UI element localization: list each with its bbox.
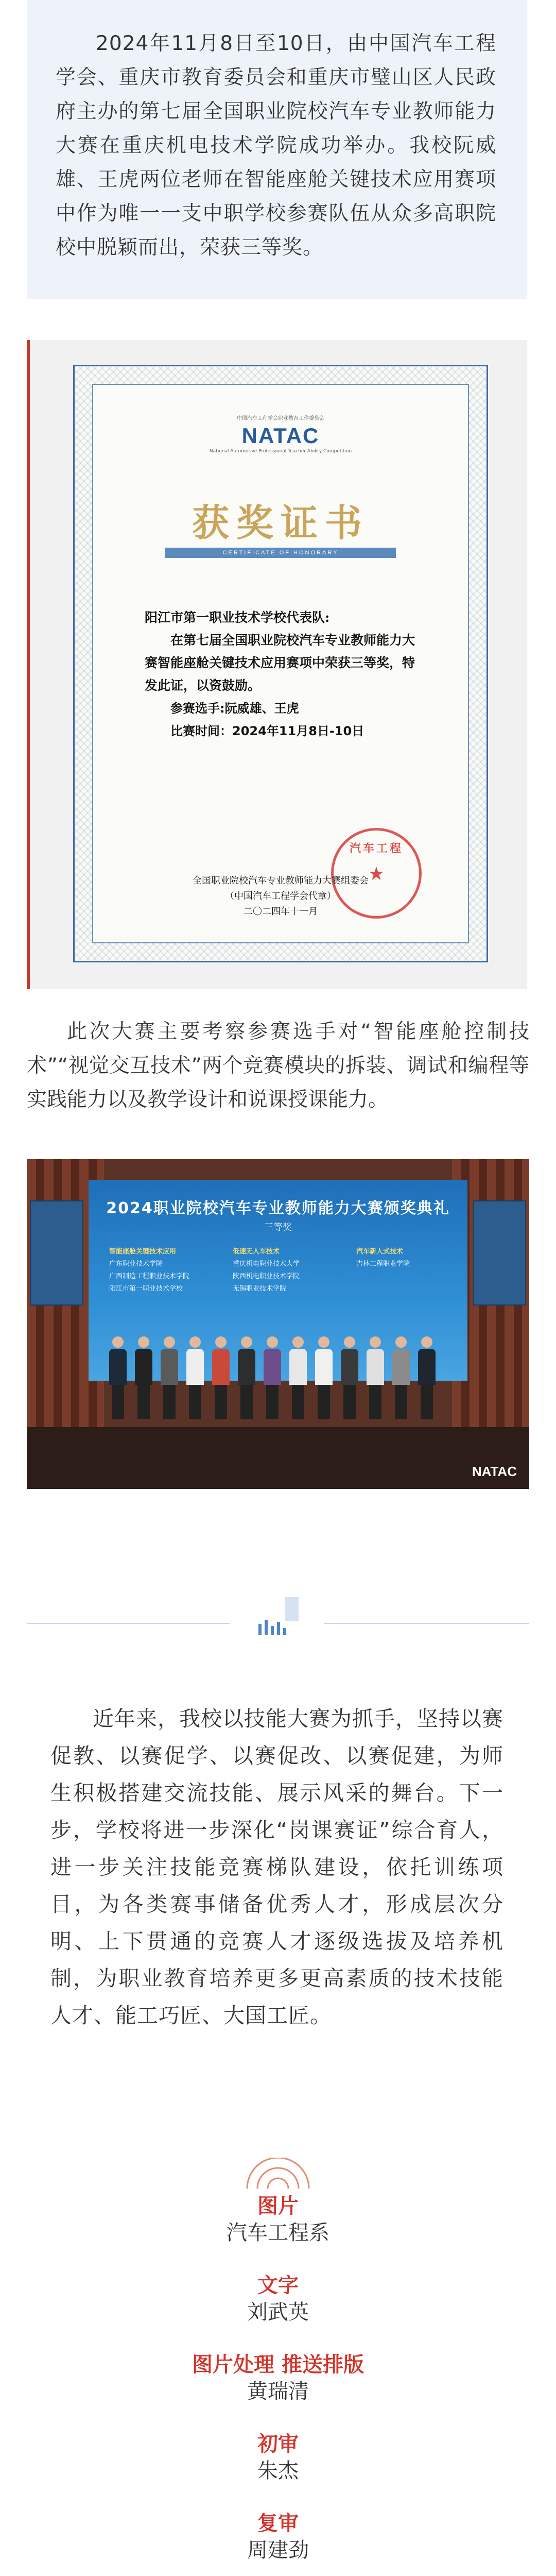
credit-name-text: 刘武英 [247,2300,309,2324]
person [212,1336,230,1419]
person [161,1336,178,1419]
credit-label-second-review: 复审 [257,2512,299,2535]
column-1-item: 广东职业技术学院 [109,1260,163,1268]
org-line-2: （中国汽车工程学会代章） [225,891,336,902]
column-1-item: 广西制造工程职业技术学院 [109,1273,190,1280]
seal-star-icon: ★ [368,863,385,885]
logo-mark: NATAC [241,423,320,448]
column-2-item: 无锡职业技术学院 [233,1285,287,1293]
person [367,1336,384,1419]
competition-description: 此次大赛主要考察参赛选手对“智能座舱控制技术”“视觉交互技术”两个竞赛模块的拆装、调试和编程等实践能力以及教学设计和说课授课能力。 [27,1020,529,1111]
ornament-icon [242,2158,314,2192]
column-2-heading: 低速无人车技术 [233,1248,280,1256]
column-3-item: 吉林工程职业学院 [356,1260,410,1268]
certificate-main-text: 在第七届全国职业院校汽车专业教师能力大赛智能座舱关键技术应用赛项中荣获三等奖，特发此证，以资鼓励。 [145,633,415,693]
logo-top-text: 中国汽车工程学会职业教育工作委员会 [236,416,324,421]
credit-name-layout: 黄瑞清 [247,2380,309,2403]
certificate-school: 阳江市第一职业技术学校代表队: [145,610,330,625]
certificate-participants: 参赛选手:阮威雄、王虎 [170,701,299,716]
stage-floor [27,1427,529,1489]
certificate-date: 比赛时间：2024年11月8日-10日 [170,724,364,738]
person [238,1336,255,1419]
credit-label-layout: 图片处理 推送排版 [192,2353,364,2377]
credit-name-images: 汽车工程系 [227,2221,329,2245]
intro-paragraph: 2024年11月8日至10日，由中国汽车工程学会、重庆市教育委员会和重庆市璧山区人民政府主办的第七届全国职业院校汽车专业教师能力大赛在重庆机电技术学院成功举办。我校阮威雄、王虎两位老师在智能座舱关键技术应用赛项中作为唯一一支中职学校参赛队伍从众多高职院校中脱颖而出，荣获三等奖。 [56,32,496,259]
certificate-inner [92,384,469,943]
column-2-item: 重庆机电职业技术大学 [233,1260,300,1268]
person [186,1336,204,1419]
certificate-border [73,365,488,962]
natac-logo [210,414,352,454]
credit-name-first-review: 朱杰 [257,2459,299,2483]
certificate-organizer [93,873,468,920]
column-3-heading: 汽车新人式技术 [356,1248,404,1256]
divider-line-left [27,1623,230,1624]
screen-column-3 [356,1246,459,1270]
certificate-photo[interactable] [27,340,527,989]
credit-label-text: 文字 [257,2274,299,2297]
screen-title: 2024职业院校汽车专业教师能力大赛颁奖典礼 [106,1199,450,1217]
certificate-subtitle: CERTIFICATE OF HONORARY [165,548,396,558]
org-line-3: 二〇二四年十一月 [244,906,318,917]
intro-box [27,0,527,299]
org-line-1: 全国职业院校汽车专业教师能力大赛组委会 [193,875,369,886]
column-1-heading: 智能座舱关键技术应用 [109,1248,177,1256]
person [264,1336,281,1419]
certificate-title: 获奖证书 [192,501,369,545]
screen-column-1 [109,1246,212,1295]
credit-label-first-review: 初审 [257,2432,299,2456]
person [135,1336,152,1419]
award-ceremony-photo[interactable] [27,1159,529,1489]
person [109,1336,127,1419]
bar-chart-icon [238,1595,315,1652]
logo-sub-text: National Automotive Professional Teacher Ability Competition [209,449,352,454]
seal-text: 汽车工程 [349,842,403,855]
person [315,1336,333,1419]
screen-subtitle: 三等奖 [264,1222,292,1233]
column-2-item: 陕西机电职业技术学院 [233,1273,300,1280]
divider-line-right [324,1623,529,1624]
certificate-body [145,606,427,742]
conclusion-paragraph: 近年来，我校以技能大赛为抓手，坚持以赛促教、以赛促学、以赛促改、以赛促建，为师生积极搭建交流技能、展示风采的舞台。下一步，学校将进一步深化“岗课赛证”综合育人，进一步关注技能竞赛梯队建设，依托训练项目，为各类赛事储备优秀人才，形成层次分明、上下贯通的竞赛人才逐级选拔及培养机制，为职业教育培养更多更高素质的技术技能人才、能工巧匠、大国工匠。 [50,1706,503,2028]
photo-watermark: NATAC [472,1464,517,1479]
person [341,1336,358,1419]
credit-label-images: 图片 [257,2194,299,2218]
person [418,1336,436,1419]
credits [0,2193,556,2576]
person [289,1336,307,1419]
side-screen-right [473,1200,526,1306]
screen-column-2 [233,1246,336,1295]
person [392,1336,410,1419]
credit-name-second-review: 周建劲 [247,2538,309,2562]
side-screen-left [30,1200,83,1306]
column-1-item: 阳江市第一职业技术学校 [109,1285,183,1293]
